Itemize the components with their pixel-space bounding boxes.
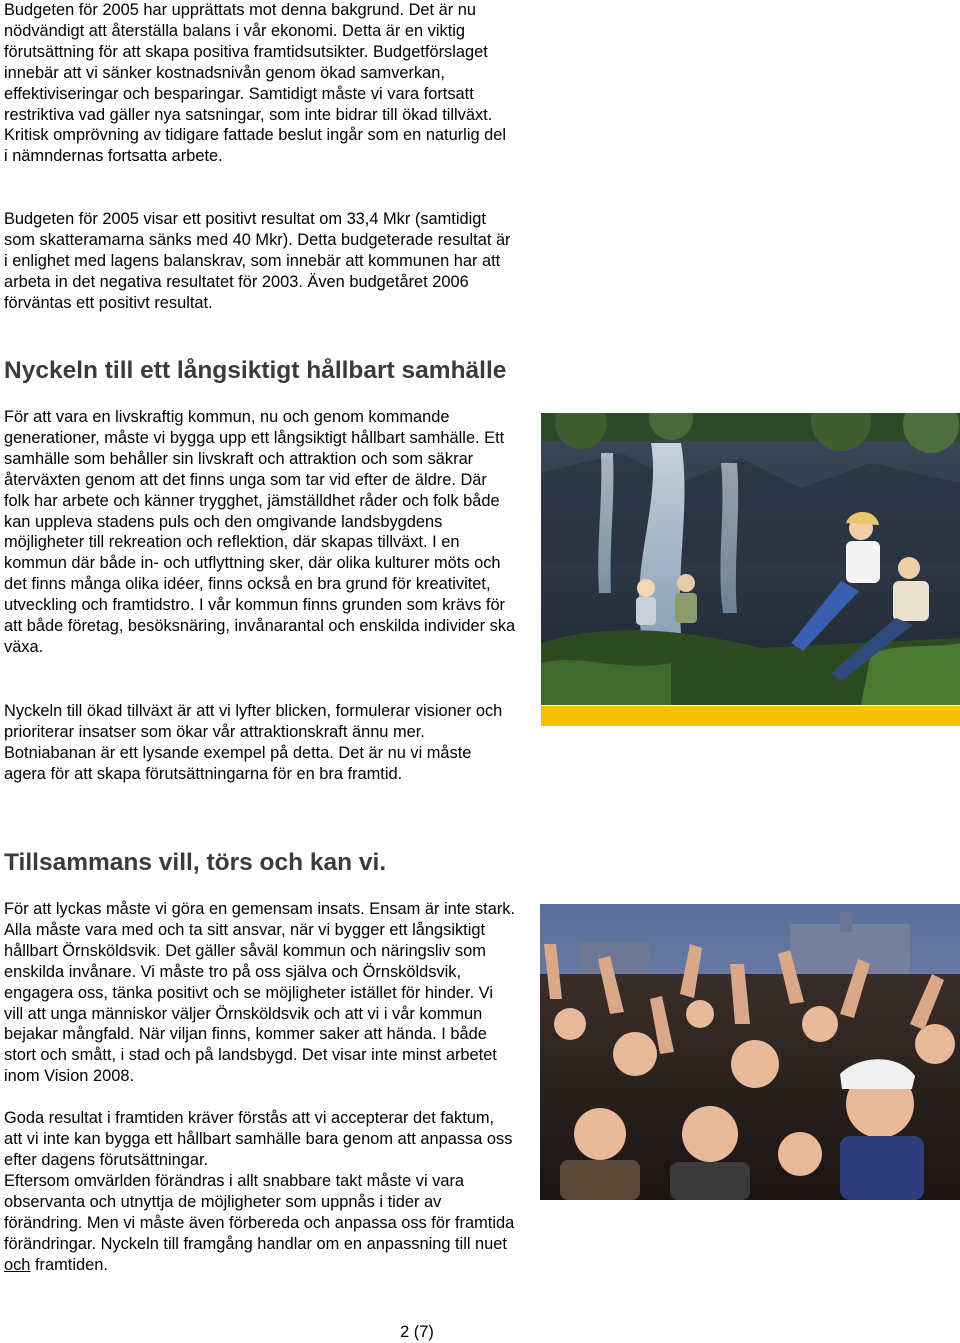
underlined-word: och xyxy=(4,1255,31,1274)
crowd-photo-illustration xyxy=(540,904,960,1200)
waterfall-family-photo xyxy=(541,413,960,705)
section1-paragraph-2: Nyckeln till ökad tillväxt är att vi lyfter blicken, formulerar visioner och prioriterar insatser som ökar vår attraktionskraft ännu mer. Botniabanan är ett lysande exempel på detta. Det är nu vi måste agera för att skapa förutsättningarna för en bra framtid. xyxy=(4,702,503,783)
intro-paragraph-1: Budgeten för 2005 har upprättats mot denna bakgrund. Det är nu nödvändigt att återställa balans i vår ekonomi. Detta är en viktig förutsättning för att skapa positiva framtidsutsikter. Budgetförslaget innebär att vi sänker kostnadsnivån genom ökad samverkan, effektiviseringar och besparingar. Samtidigt måste vi vara fortsatt restriktiva vad gäller nya satsningar, som inte bidrar till ökad tillväxt. Kritisk omprövning av tidigare fattade beslut ingår som en naturlig del i nämndernas fortsatta arbete. xyxy=(4,1,507,166)
section2-paragraph-3-start: Eftersom omvärlden förändras i allt snabbare takt måste vi vara observanta och utnyttja de möjligheter som uppnås i tider av förändring. Men vi måste även förbereda och anpassa oss för framtida förändringar. Nyckeln till framgång handlar om en anpassning till nuet xyxy=(4,1172,515,1253)
section1-paragraph-1: För att vara en livskraftig kommun, nu och genom kommande generationer, måste vi bygga upp ett långsiktigt hållbart samhälle. Ett samhälle som behåller sin livskraft och attraktion och som säkrar återväxten genom att det finns unga som tar vid efter de äldre. Där folk har arbete och känner trygghet, jämställdhet råder och folk både kan uppleva stadens puls och den omgivande landsbygdens möjligheter till rekreation och reflektion, där skapas tillväxt. I en kommun där både in- och utflyttning sker, där olika kulturer möts och det finns många olika idéer, finns också en bra grund för kreativitet, utveckling och framtidstro. I vår kommun finns grunden som krävs för att både företag, besöksnäring, invånarantal och enskilda individer ska växa. xyxy=(4,408,516,656)
waterfall-photo-illustration xyxy=(541,413,960,705)
section2-paragraph-2: Goda resultat i framtiden kräver förstås att vi accepterar det faktum, att vi inte kan bygga ett hållbart samhälle bara genom att anpassa oss efter dagens förutsättningar. xyxy=(4,1109,513,1169)
concert-crowd-photo xyxy=(540,904,960,1200)
intro-paragraph-2: Budgeten för 2005 visar ett positivt resultat om 33,4 Mkr (samtidigt som skatteramarna sänks med 40 Mkr). Detta budgeterade resultat är i enlighet med lagens balanskrav, som innebär att kommunen har att arbeta in det negativa resultatet för 2003. Även budgetåret 2006 förväntas ett positivt resultat. xyxy=(4,210,511,312)
section-heading-sustainable: Nyckeln till ett långsiktigt hållbart samhälle xyxy=(4,357,507,384)
section2-paragraph-3 xyxy=(4,1171,516,1276)
photo-caption-bar xyxy=(541,706,960,726)
section2-paragraph-3-end: framtiden. xyxy=(30,1255,108,1274)
page-number: 2 (7) xyxy=(400,1323,434,1341)
section-heading-together: Tillsammans vill, törs och kan vi. xyxy=(4,849,387,876)
section2-paragraph-1: För att lyckas måste vi göra en gemensam insats. Ensam är inte stark. Alla måste vara med och ta sitt ansvar, när vi bygger ett långsiktigt hållbart Örnsköldsvik. Det gäller såväl kommun och näringsliv som enskilda invånare. Vi måste tro på oss själva och Örnsköldsvik, engagera oss, tänka positivt och se möjligheter istället för hinder. Vi vill att unga människor väljer Örnsköldsvik och att vi i vår kommun bejakar mångfald. När viljan finns, kommer saker att hända. I både stort och smått, i stad och på landsbygd. Det visar inte minst arbetet inom Vision 2008. xyxy=(4,900,516,1086)
